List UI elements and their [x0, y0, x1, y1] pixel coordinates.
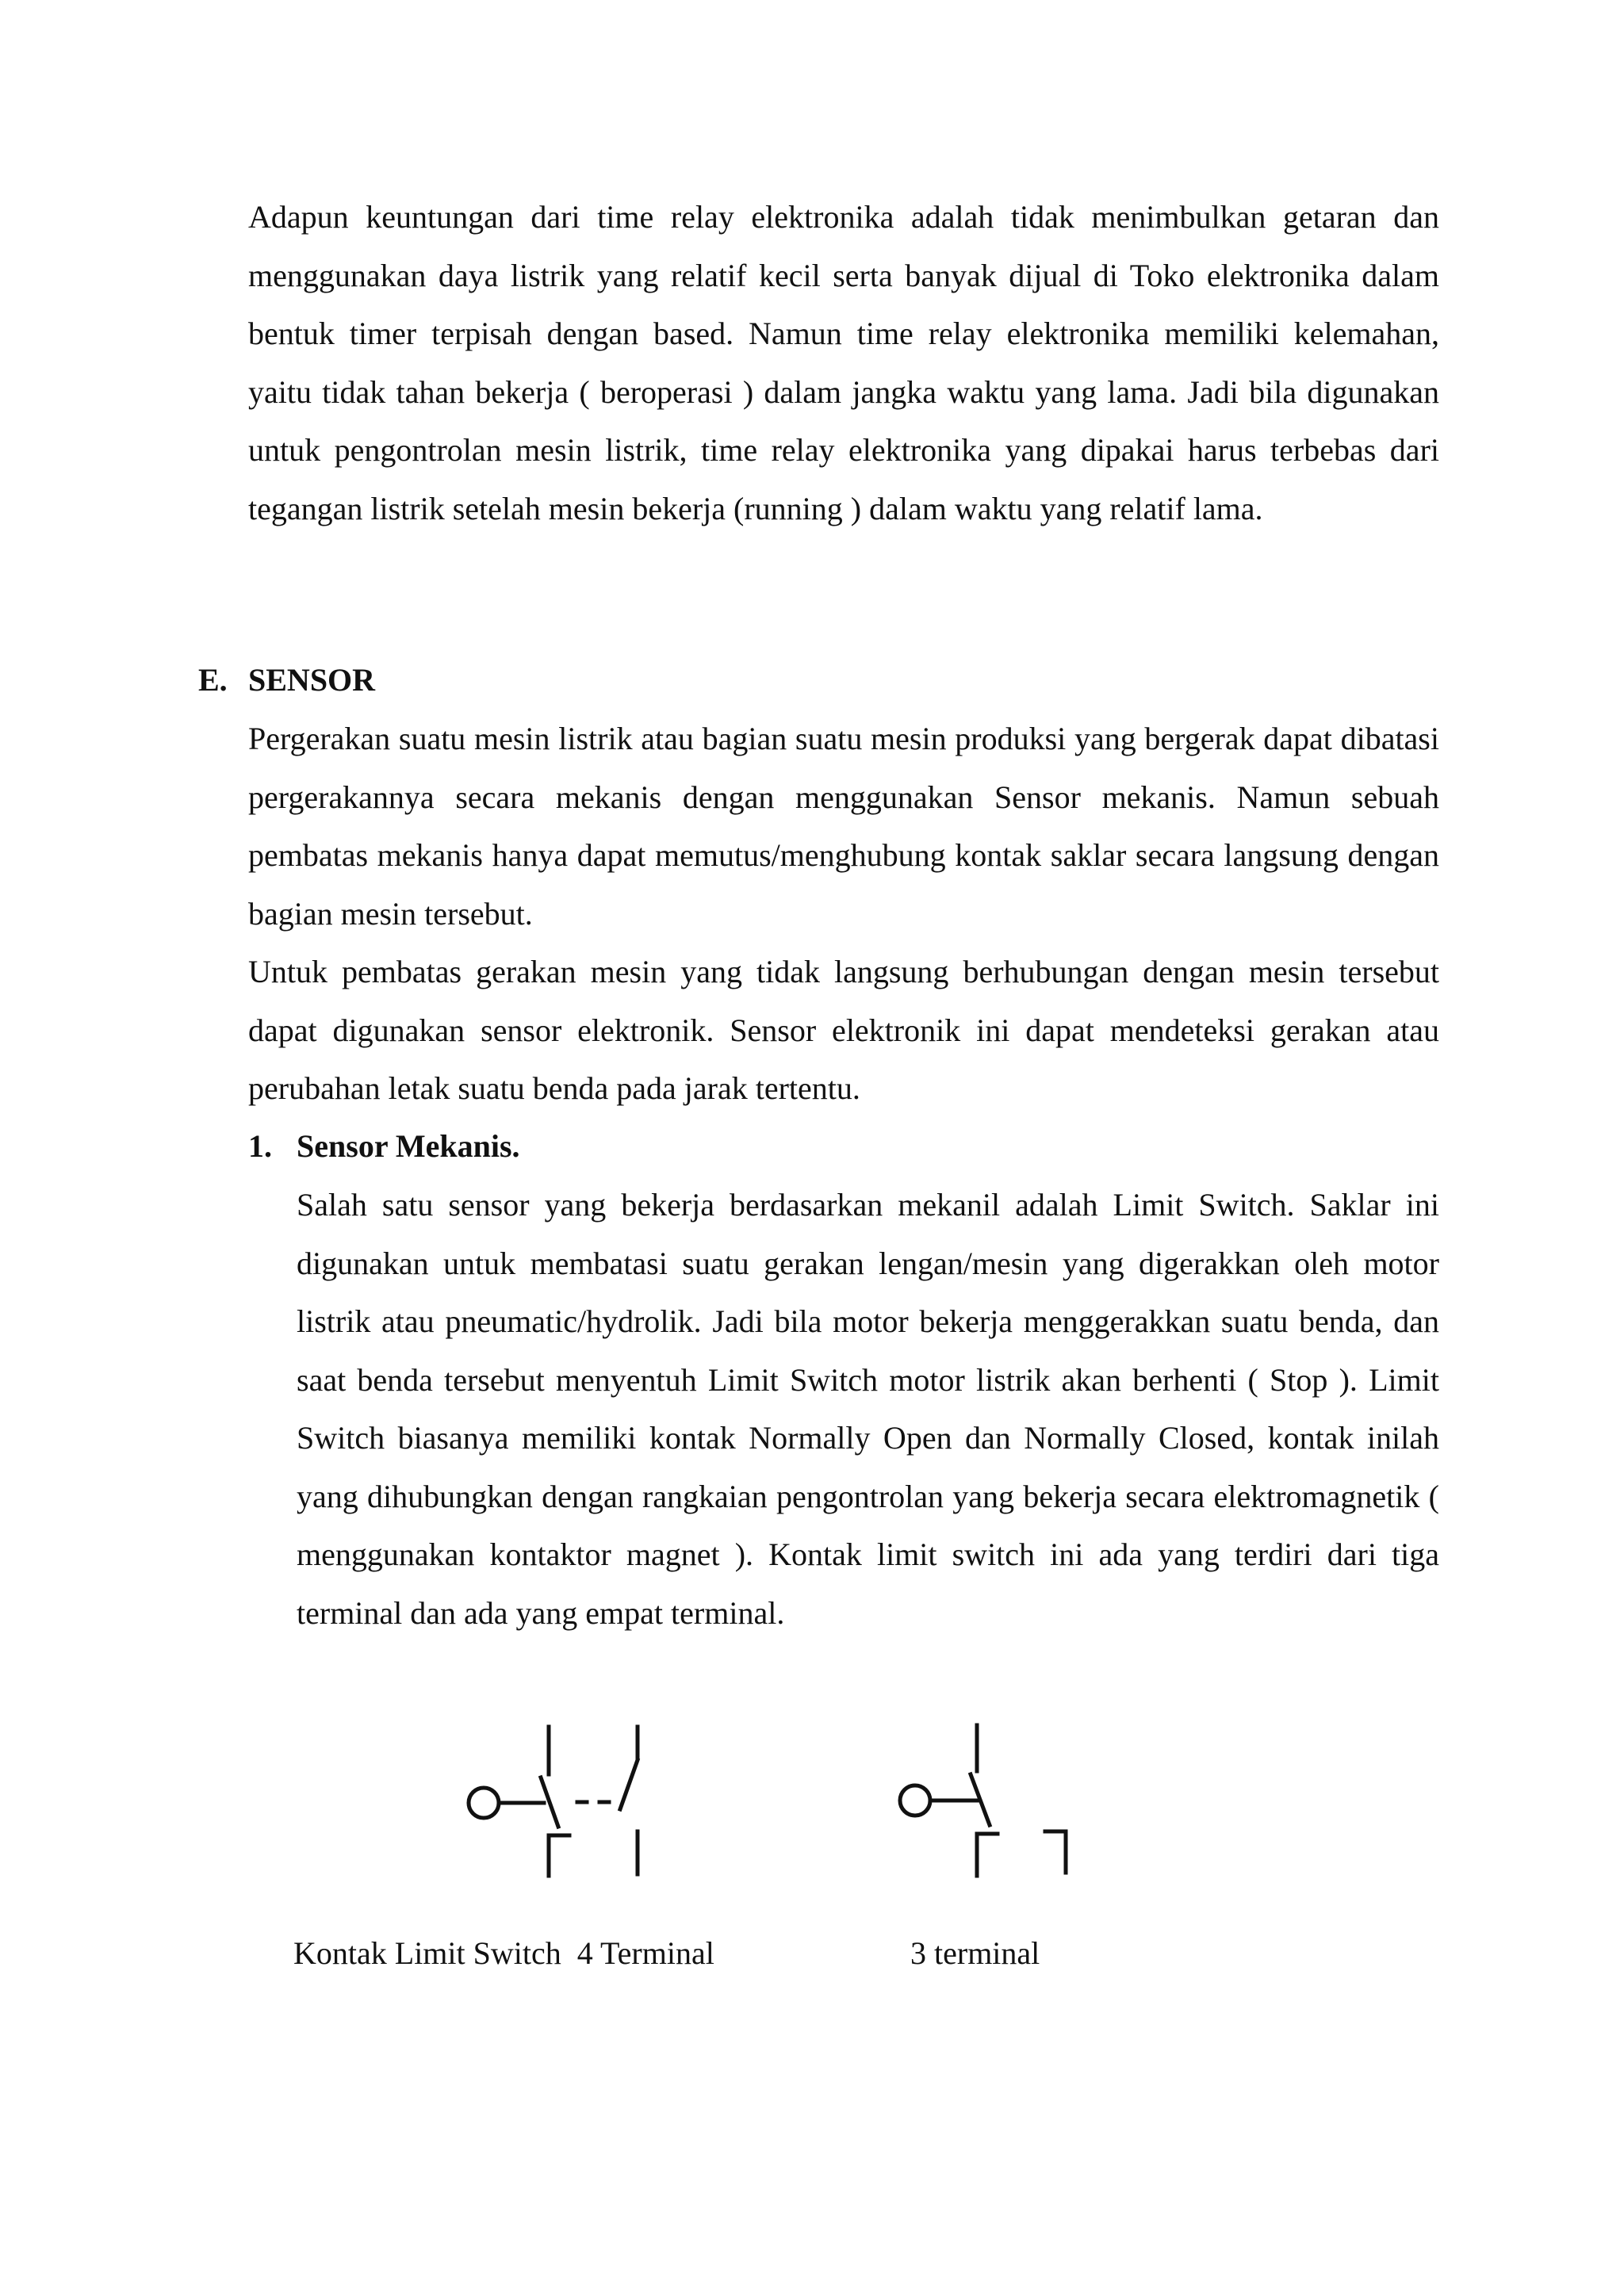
- actuator-roller: [900, 1785, 930, 1816]
- section-title: SENSOR: [248, 662, 376, 698]
- limit-switch-4-terminal-diagram: [460, 1720, 666, 1903]
- section-letter: E.: [198, 662, 228, 698]
- sensor-paragraph-1: Pergerakan suatu mesin listrik atau bagian suatu mesin produksi yang bergerak dapat dibatasi pergerakannya secara mekanis dengan menggunakan Sensor mekanis. Namun sebuah pembatas mekanis hanya dapat memutus/menghubung kontak saklar secara langsung dengan bagian mesin tersebut.: [248, 721, 1439, 932]
- subsection-title: Sensor Mekanis.: [297, 1128, 520, 1164]
- caption-4-terminal: Kontak Limit Switch 4 Terminal: [293, 1935, 714, 1971]
- section-heading-sensor: [198, 651, 375, 709]
- sensor-paragraph-2: Untuk pembatas gerakan mesin yang tidak langsung berhubungan dengan mesin tersebut dapat digunakan sensor elektronik. Sensor elektronik ini dapat mendeteksi gerakan atau perubahan letak suatu benda pada jarak tertentu.: [248, 954, 1439, 1106]
- subsection-number: 1.: [248, 1128, 272, 1164]
- caption-3-terminal: 3 terminal: [910, 1935, 1040, 1971]
- sensor-mekanis-paragraph: Salah satu sensor yang bekerja berdasarkan mekanil adalah Limit Switch. Saklar ini digunakan untuk membatasi suatu gerakan lengan/mesin yang digerakkan oleh motor listrik atau pneumatic/hydrolik. Jadi bila motor bekerja menggerakkan suatu benda, dan saat benda tersebut menyentuh Limit Switch motor listrik akan berhenti ( Stop ). Limit Switch biasanya memiliki kontak Normally Open dan Normally Closed, kontak inilah yang dihubungkan dengan rangkaian pengontrolan yang bekerja secara elektromagnetik ( menggunakan kontaktor magnet ). Kontak limit switch ini ada yang terdiri dari tiga terminal dan ada yang empat terminal.: [297, 1187, 1439, 1631]
- limit-switch-3-terminal-diagram: [888, 1720, 1071, 1903]
- actuator-roller: [469, 1788, 499, 1818]
- subsection-heading-sensor-mekanis: [248, 1117, 520, 1175]
- no-contact-blade: [620, 1760, 638, 1809]
- intro-paragraph: Adapun keuntungan dari time relay elektronika adalah tidak menimbulkan getaran dan menggunakan daya listrik yang relatif kecil serta banyak dijual di Toko elektronika dalam bentuk timer terpisah dengan based. Namun time relay elektronika memiliki kelemahan, yaitu tidak tahan bekerja ( beroperasi ) dalam jangka waktu yang lama. Jadi bila digunakan untuk pengontrolan mesin listrik, time relay elektronika yang dipakai harus terbebas dari tegangan listrik setelah mesin bekerja (running ) dalam waktu yang relatif lama.: [248, 199, 1439, 526]
